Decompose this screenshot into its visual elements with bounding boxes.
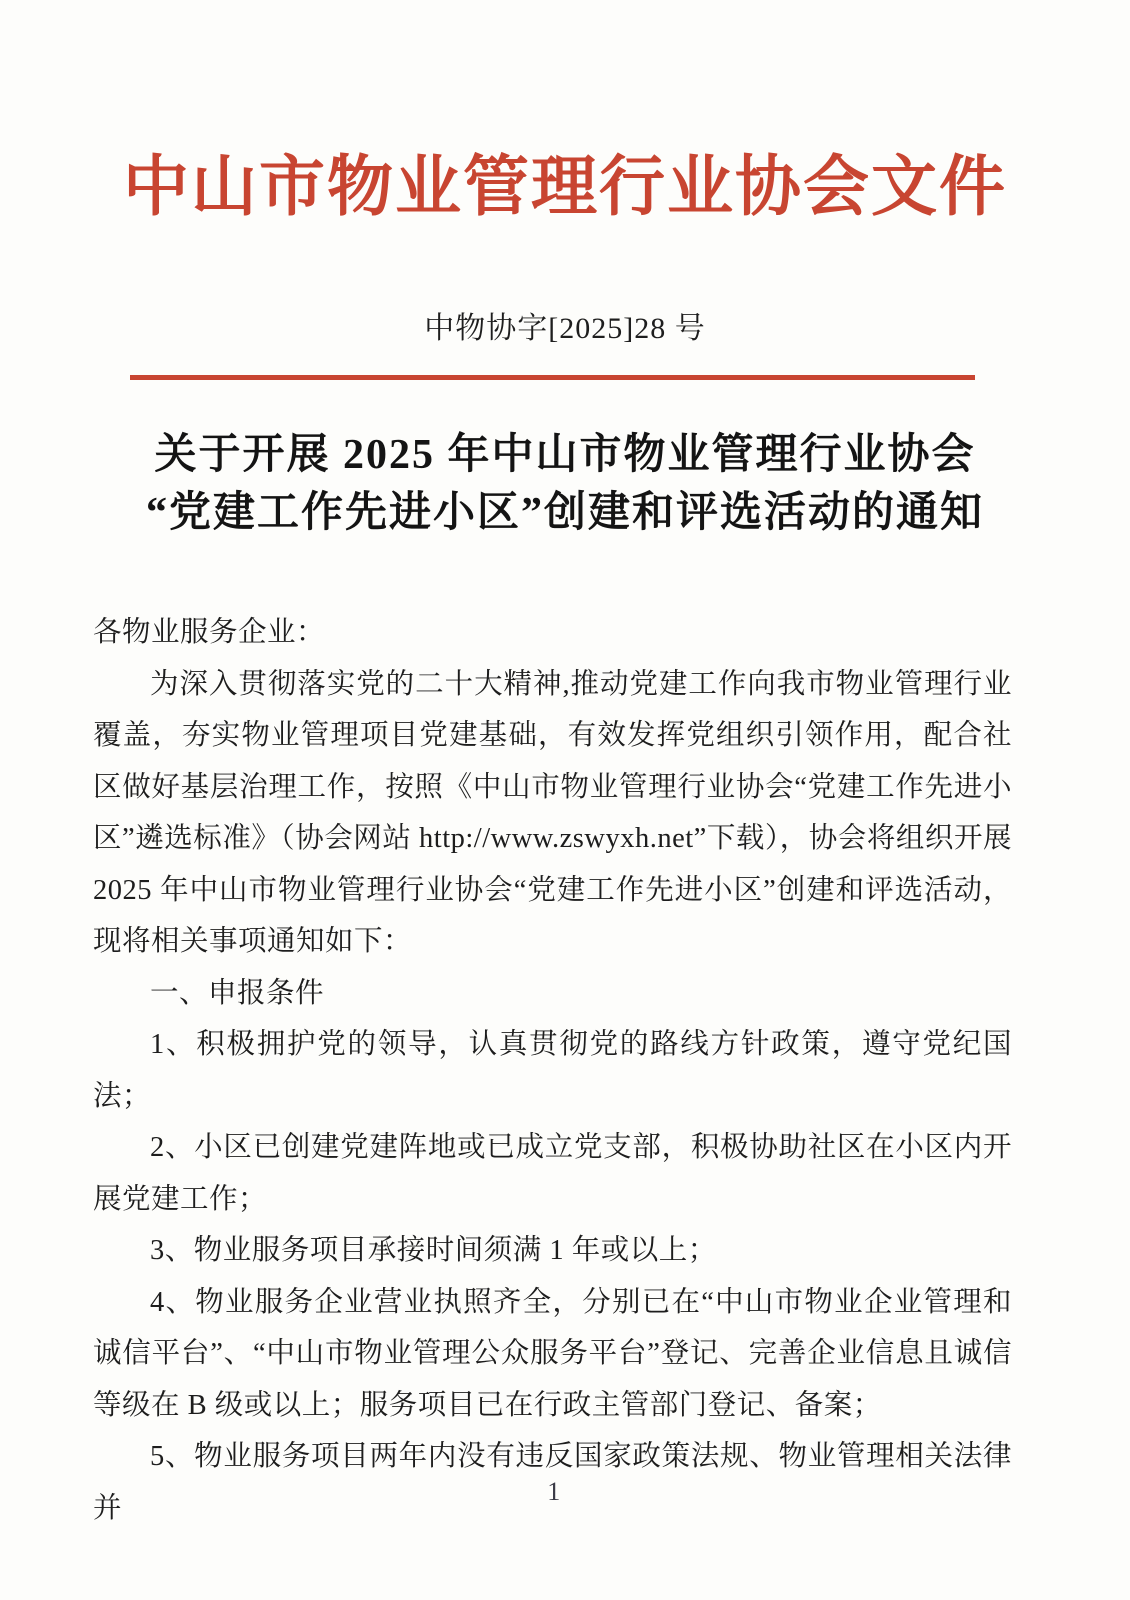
paragraph-intro: 为深入贯彻落实党的二十大精神,推动党建工作向我市物业管理行业覆盖，夯实物业管理项目党建基础，有效发挥党组织引领作用，配合社区做好基层治理工作，按照《中山市物业管理行业协会“党建工作先进小区”遴选标准》（协会网站 http://www.zswyxh.net”下载），协会将组织开展 2025 年中山市物业管理行业协会“党建工作先进小区”创建和评选活动，现将相关事项通知如下： bbox=[93, 668, 1012, 957]
notice-title bbox=[0, 426, 1130, 542]
condition-item-2: 2、小区已创建党建阵地或已成立党支部，积极协助社区在小区内开展党建工作； bbox=[93, 1132, 1012, 1215]
red-divider-line bbox=[130, 375, 975, 380]
condition-item-1: 1、积极拥护党的领导，认真贯彻党的路线方针政策，遵守党纪国法； bbox=[93, 1029, 1012, 1112]
section-heading-application-conditions: 一、申报条件 bbox=[150, 977, 325, 1009]
red-header-title: 中山市物业管理行业协会文件 bbox=[123, 151, 1007, 224]
condition-item-3: 3、物业服务项目承接时间须满 1 年或以上； bbox=[150, 1235, 717, 1266]
page-number: 1 bbox=[547, 1477, 561, 1506]
salutation: 各物业服务企业： bbox=[93, 617, 326, 648]
notice-title-line2: “党建工作先进小区”创建和评选活动的通知 bbox=[145, 490, 984, 536]
notice-title-line1: 关于开展 2025 年中山市物业管理行业协会 bbox=[154, 432, 976, 478]
condition-item-5: 5、物业服务项目两年内没有违反国家政策法规、物业管理相关法律并 bbox=[93, 1441, 1012, 1524]
doc-number: 中物协字[2025]28 号 bbox=[424, 312, 706, 345]
document-body bbox=[93, 607, 1012, 1534]
condition-item-4: 4、物业服务企业营业执照齐全，分别已在“中山市物业企业管理和诚信平台”、“中山市物业管理公众服务平台”登记、完善企业信息且诚信等级在 B 级或以上；服务项目已在行政主管部门登记、备案； bbox=[93, 1286, 1012, 1421]
